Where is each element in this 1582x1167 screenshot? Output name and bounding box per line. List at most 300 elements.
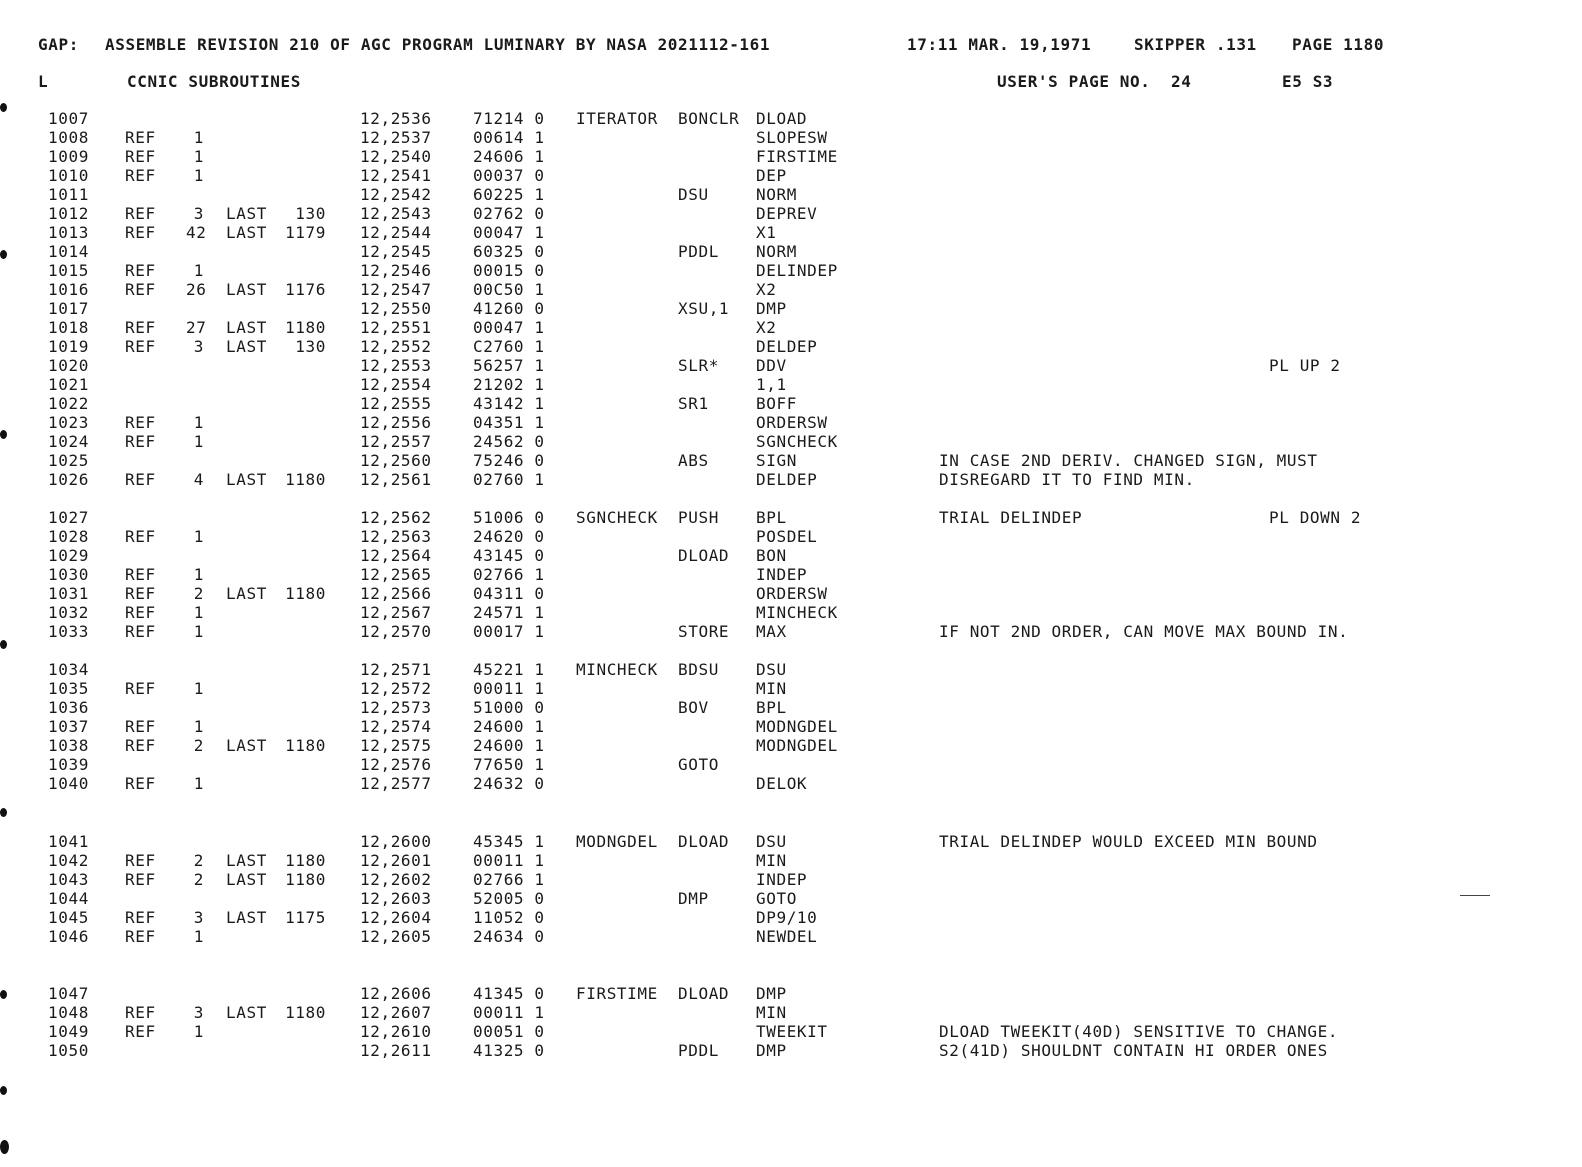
last-marker: LAST	[226, 908, 267, 927]
operand: DELDEP	[756, 470, 818, 489]
octal-code: 04351 1	[473, 413, 545, 432]
listing-line	[0, 622, 1582, 641]
octal-code: 00037 0	[473, 166, 545, 185]
ref-marker: REF	[125, 679, 156, 698]
operand: DEPREV	[756, 204, 818, 223]
address: 12,2546	[360, 261, 432, 280]
octal-code: 24634 0	[473, 927, 545, 946]
ref-marker: REF	[125, 413, 156, 432]
ref-marker: REF	[125, 128, 156, 147]
line-number: 1020	[48, 356, 89, 375]
ref-count: 1	[193, 128, 204, 147]
opcode: PUSH	[678, 508, 719, 527]
operand: BON	[756, 546, 787, 565]
line-number: 1008	[48, 128, 89, 147]
ref-marker: REF	[125, 927, 156, 946]
ref-marker: REF	[125, 717, 156, 736]
line-number: 1042	[48, 851, 89, 870]
listing-line	[0, 394, 1582, 413]
line-number: 1029	[48, 546, 89, 565]
comment: TRIAL DELINDEP	[939, 508, 1083, 527]
line-number: 1049	[48, 1022, 89, 1041]
operand: X1	[756, 223, 777, 242]
operand: POSDEL	[756, 527, 818, 546]
ref-marker: REF	[125, 432, 156, 451]
octal-code: 41345 0	[473, 984, 545, 1003]
ref-count: 26	[186, 280, 207, 299]
opcode: GOTO	[678, 755, 719, 774]
address: 12,2555	[360, 394, 432, 413]
line-number: 1032	[48, 603, 89, 622]
listing-line	[0, 832, 1582, 851]
listing-line	[0, 984, 1582, 1003]
ref-count: 1	[193, 1022, 204, 1041]
octal-code: 45221 1	[473, 660, 545, 679]
line-number: 1035	[48, 679, 89, 698]
ref-marker: REF	[125, 565, 156, 584]
ref-count: 1	[193, 717, 204, 736]
ref-count: 2	[193, 584, 204, 603]
comment: IF NOT 2ND ORDER, CAN MOVE MAX BOUND IN.	[939, 622, 1349, 641]
line-number: 1021	[48, 375, 89, 394]
operand: SLOPESW	[756, 128, 828, 147]
comment: S2(41D) SHOULDNT CONTAIN HI ORDER ONES	[939, 1041, 1328, 1060]
last-marker: LAST	[226, 584, 267, 603]
ref-marker: REF	[125, 527, 156, 546]
header-skipper: SKIPPER .131	[1134, 35, 1257, 54]
ref-count: 1	[193, 527, 204, 546]
listing-line	[0, 1022, 1582, 1041]
operand: DP9/10	[756, 908, 818, 927]
address: 12,2554	[360, 375, 432, 394]
operand: DLOAD	[756, 109, 808, 128]
address: 12,2543	[360, 204, 432, 223]
ref-marker: REF	[125, 1022, 156, 1041]
address: 12,2565	[360, 565, 432, 584]
listing-line	[0, 546, 1582, 565]
header-page: PAGE 1180	[1292, 35, 1385, 54]
line-number: 1028	[48, 527, 89, 546]
address: 12,2552	[360, 337, 432, 356]
octal-code: 24571 1	[473, 603, 545, 622]
address: 12,2577	[360, 774, 432, 793]
listing-line	[0, 451, 1582, 470]
header-title: ASSEMBLE REVISION 210 OF AGC PROGRAM LUMINARY BY NASA 2021112-161	[105, 35, 771, 54]
statement-label: MODNGDEL	[576, 832, 658, 851]
punch-hole	[0, 430, 7, 439]
listing-line	[0, 660, 1582, 679]
last-page: 130	[295, 337, 326, 356]
operand: MIN	[756, 679, 787, 698]
section-title: CCNIC SUBROUTINES	[127, 72, 301, 91]
punch-hole	[0, 103, 7, 112]
address: 12,2547	[360, 280, 432, 299]
listing-line	[0, 1003, 1582, 1022]
opcode: ABS	[678, 451, 709, 470]
punch-hole	[0, 808, 7, 817]
octal-code: 00017 1	[473, 622, 545, 641]
ref-count: 1	[193, 774, 204, 793]
octal-code: 00047 1	[473, 318, 545, 337]
line-number: 1024	[48, 432, 89, 451]
address: 12,2611	[360, 1041, 432, 1060]
ref-marker: REF	[125, 318, 156, 337]
ref-marker: REF	[125, 204, 156, 223]
listing-line	[0, 774, 1582, 793]
octal-code: 24562 0	[473, 432, 545, 451]
listing-line	[0, 185, 1582, 204]
operand: DMP	[756, 984, 787, 1003]
address: 12,2573	[360, 698, 432, 717]
line-number: 1010	[48, 166, 89, 185]
octal-code: 00047 1	[473, 223, 545, 242]
address: 12,2540	[360, 147, 432, 166]
line-number: 1023	[48, 413, 89, 432]
listing-line	[0, 889, 1582, 908]
octal-code: 43142 1	[473, 394, 545, 413]
octal-code: 60325 0	[473, 242, 545, 261]
ref-count: 2	[193, 736, 204, 755]
octal-code: 51006 0	[473, 508, 545, 527]
opcode: SR1	[678, 394, 709, 413]
listing-line	[0, 698, 1582, 717]
line-number: 1009	[48, 147, 89, 166]
pushlist-note: PL UP 2	[1269, 356, 1341, 375]
comment: DISREGARD IT TO FIND MIN.	[939, 470, 1195, 489]
opcode: BDSU	[678, 660, 719, 679]
listing-line	[0, 1041, 1582, 1060]
operand: X2	[756, 318, 777, 337]
listing-line	[0, 527, 1582, 546]
operand: GOTO	[756, 889, 797, 908]
octal-code: 43145 0	[473, 546, 545, 565]
line-number: 1026	[48, 470, 89, 489]
last-page: 1180	[285, 870, 326, 889]
address: 12,2542	[360, 185, 432, 204]
listing-line	[0, 755, 1582, 774]
operand: DSU	[756, 660, 787, 679]
line-number: 1007	[48, 109, 89, 128]
punch-hole	[0, 1086, 7, 1095]
statement-label: ITERATOR	[576, 109, 658, 128]
listing-line	[0, 242, 1582, 261]
listing-line	[0, 261, 1582, 280]
last-page: 1179	[285, 223, 326, 242]
operand: SGNCHECK	[756, 432, 838, 451]
statement-label: SGNCHECK	[576, 508, 658, 527]
opcode: XSU,1	[678, 299, 730, 318]
octal-code: 00011 1	[473, 679, 545, 698]
line-number: 1017	[48, 299, 89, 318]
octal-code: 24620 0	[473, 527, 545, 546]
line-number: 1050	[48, 1041, 89, 1060]
operand: DSU	[756, 832, 787, 851]
line-number: 1015	[48, 261, 89, 280]
octal-code: 21202 1	[473, 375, 545, 394]
margin-mark	[1460, 895, 1490, 896]
pushlist-note: PL DOWN 2	[1269, 508, 1362, 527]
address: 12,2553	[360, 356, 432, 375]
line-number: 1041	[48, 832, 89, 851]
octal-code: 00011 1	[473, 851, 545, 870]
operand: X2	[756, 280, 777, 299]
address: 12,2536	[360, 109, 432, 128]
ref-count: 1	[193, 927, 204, 946]
ref-count: 4	[193, 470, 204, 489]
octal-code: 02766 1	[473, 870, 545, 889]
octal-code: 11052 0	[473, 908, 545, 927]
ref-count: 1	[193, 147, 204, 166]
line-number: 1031	[48, 584, 89, 603]
listing-line	[0, 584, 1582, 603]
address: 12,2604	[360, 908, 432, 927]
opcode: DSU	[678, 185, 709, 204]
address: 12,2603	[360, 889, 432, 908]
statement-label: FIRSTIME	[576, 984, 658, 1003]
opcode: PDDL	[678, 242, 719, 261]
operand: MODNGDEL	[756, 717, 838, 736]
octal-code: 00011 1	[473, 1003, 545, 1022]
listing-line	[0, 679, 1582, 698]
ref-count: 42	[186, 223, 207, 242]
listing-line	[0, 851, 1582, 870]
address: 12,2541	[360, 166, 432, 185]
opcode: DLOAD	[678, 546, 730, 565]
address: 12,2574	[360, 717, 432, 736]
operand: MAX	[756, 622, 787, 641]
last-marker: LAST	[226, 337, 267, 356]
operand: 1,1	[756, 375, 787, 394]
line-number: 1039	[48, 755, 89, 774]
operand: INDEP	[756, 565, 808, 584]
operand: DELDEP	[756, 337, 818, 356]
operand: FIRSTIME	[756, 147, 838, 166]
address: 12,2551	[360, 318, 432, 337]
operand: DEP	[756, 166, 787, 185]
ref-marker: REF	[125, 147, 156, 166]
operand: MIN	[756, 851, 787, 870]
operand: DELOK	[756, 774, 808, 793]
ref-count: 1	[193, 603, 204, 622]
address: 12,2600	[360, 832, 432, 851]
octal-code: 02766 1	[473, 565, 545, 584]
octal-code: 04311 0	[473, 584, 545, 603]
punch-hole	[0, 250, 7, 259]
address: 12,2550	[360, 299, 432, 318]
opcode: SLR*	[678, 356, 719, 375]
line-number: 1027	[48, 508, 89, 527]
ref-count: 2	[193, 870, 204, 889]
octal-code: 24606 1	[473, 147, 545, 166]
line-number: 1034	[48, 660, 89, 679]
ref-marker: REF	[125, 337, 156, 356]
listing-line	[0, 166, 1582, 185]
listing-line	[0, 603, 1582, 622]
ref-count: 3	[193, 1003, 204, 1022]
ref-count: 1	[193, 565, 204, 584]
address: 12,2567	[360, 603, 432, 622]
octal-code: C2760 1	[473, 337, 545, 356]
octal-code: 02760 1	[473, 470, 545, 489]
address: 12,2572	[360, 679, 432, 698]
listing-line	[0, 432, 1582, 451]
address: 12,2556	[360, 413, 432, 432]
listing-line	[0, 736, 1582, 755]
last-marker: LAST	[226, 851, 267, 870]
operand: NEWDEL	[756, 927, 818, 946]
operand: BOFF	[756, 394, 797, 413]
last-marker: LAST	[226, 1003, 267, 1022]
statement-label: MINCHECK	[576, 660, 658, 679]
ref-marker: REF	[125, 736, 156, 755]
line-number: 1025	[48, 451, 89, 470]
line-number: 1033	[48, 622, 89, 641]
ref-marker: REF	[125, 851, 156, 870]
line-number: 1030	[48, 565, 89, 584]
listing-line	[0, 204, 1582, 223]
ref-marker: REF	[125, 261, 156, 280]
octal-code: 24600 1	[473, 717, 545, 736]
address: 12,2605	[360, 927, 432, 946]
line-number: 1048	[48, 1003, 89, 1022]
listing-line	[0, 927, 1582, 946]
last-marker: LAST	[226, 870, 267, 889]
octal-code: 00614 1	[473, 128, 545, 147]
line-number: 1046	[48, 927, 89, 946]
punch-hole	[0, 1140, 9, 1154]
operand: DDV	[756, 356, 787, 375]
octal-code: 00051 0	[473, 1022, 545, 1041]
line-number: 1037	[48, 717, 89, 736]
last-marker: LAST	[226, 280, 267, 299]
ref-count: 1	[193, 622, 204, 641]
operand: INDEP	[756, 870, 808, 889]
opcode: STORE	[678, 622, 730, 641]
line-number: 1018	[48, 318, 89, 337]
octal-code: 02762 0	[473, 204, 545, 223]
octal-code: 71214 0	[473, 109, 545, 128]
octal-code: 24632 0	[473, 774, 545, 793]
operand: DMP	[756, 1041, 787, 1060]
listing-line	[0, 470, 1582, 489]
address: 12,2610	[360, 1022, 432, 1041]
listing-line	[0, 508, 1582, 527]
last-page: 130	[295, 204, 326, 223]
address: 12,2606	[360, 984, 432, 1003]
ref-count: 3	[193, 337, 204, 356]
last-marker: LAST	[226, 470, 267, 489]
operand: ORDERSW	[756, 584, 828, 603]
operand: TWEEKIT	[756, 1022, 828, 1041]
listing-line	[0, 337, 1582, 356]
operand: ORDERSW	[756, 413, 828, 432]
last-page: 1180	[285, 851, 326, 870]
listing-line	[0, 223, 1582, 242]
line-number: 1011	[48, 185, 89, 204]
line-number: 1040	[48, 774, 89, 793]
operand: DELINDEP	[756, 261, 838, 280]
ref-marker: REF	[125, 584, 156, 603]
address: 12,2537	[360, 128, 432, 147]
listing-line	[0, 318, 1582, 337]
address: 12,2607	[360, 1003, 432, 1022]
ref-marker: REF	[125, 1003, 156, 1022]
octal-code: 00C50 1	[473, 280, 545, 299]
last-page: 1175	[285, 908, 326, 927]
ref-marker: REF	[125, 870, 156, 889]
address: 12,2571	[360, 660, 432, 679]
last-page: 1180	[285, 584, 326, 603]
octal-code: 45345 1	[473, 832, 545, 851]
address: 12,2561	[360, 470, 432, 489]
listing-line	[0, 356, 1582, 375]
address: 12,2575	[360, 736, 432, 755]
address: 12,2602	[360, 870, 432, 889]
last-marker: LAST	[226, 318, 267, 337]
address: 12,2562	[360, 508, 432, 527]
operand: BPL	[756, 508, 787, 527]
header-col-l: L	[38, 72, 49, 91]
ref-count: 1	[193, 432, 204, 451]
octal-code: 52005 0	[473, 889, 545, 908]
address: 12,2557	[360, 432, 432, 451]
last-page: 1180	[285, 470, 326, 489]
last-marker: LAST	[226, 204, 267, 223]
last-marker: LAST	[226, 736, 267, 755]
header-gap: GAP:	[38, 35, 79, 54]
address: 12,2545	[360, 242, 432, 261]
punch-hole	[0, 640, 7, 649]
listing-line	[0, 375, 1582, 394]
operand: MIN	[756, 1003, 787, 1022]
address: 12,2544	[360, 223, 432, 242]
octal-code: 24600 1	[473, 736, 545, 755]
line-number: 1022	[48, 394, 89, 413]
last-page: 1180	[285, 736, 326, 755]
ref-count: 1	[193, 413, 204, 432]
listing-line	[0, 565, 1582, 584]
opcode: BOV	[678, 698, 709, 717]
comment: DLOAD TWEEKIT(40D) SENSITIVE TO CHANGE.	[939, 1022, 1339, 1041]
ref-marker: REF	[125, 166, 156, 185]
operand: MODNGDEL	[756, 736, 838, 755]
octal-code: 77650 1	[473, 755, 545, 774]
octal-code: 00015 0	[473, 261, 545, 280]
line-number: 1047	[48, 984, 89, 1003]
listing-line	[0, 717, 1582, 736]
last-page: 1180	[285, 1003, 326, 1022]
ref-count: 3	[193, 908, 204, 927]
last-marker: LAST	[226, 223, 267, 242]
listing-line	[0, 280, 1582, 299]
address: 12,2560	[360, 451, 432, 470]
ref-marker: REF	[125, 908, 156, 927]
opcode: PDDL	[678, 1041, 719, 1060]
line-number: 1043	[48, 870, 89, 889]
listing-line	[0, 299, 1582, 318]
address: 12,2601	[360, 851, 432, 870]
address: 12,2570	[360, 622, 432, 641]
line-number: 1036	[48, 698, 89, 717]
last-page: 1176	[285, 280, 326, 299]
header-timestamp: 17:11 MAR. 19,1971	[907, 35, 1092, 54]
listing-line	[0, 908, 1582, 927]
comment: IN CASE 2ND DERIV. CHANGED SIGN, MUST	[939, 451, 1318, 470]
line-number: 1013	[48, 223, 89, 242]
octal-code: 60225 1	[473, 185, 545, 204]
user-page-number: USER'S PAGE NO. 24	[997, 72, 1192, 91]
operand: SIGN	[756, 451, 797, 470]
